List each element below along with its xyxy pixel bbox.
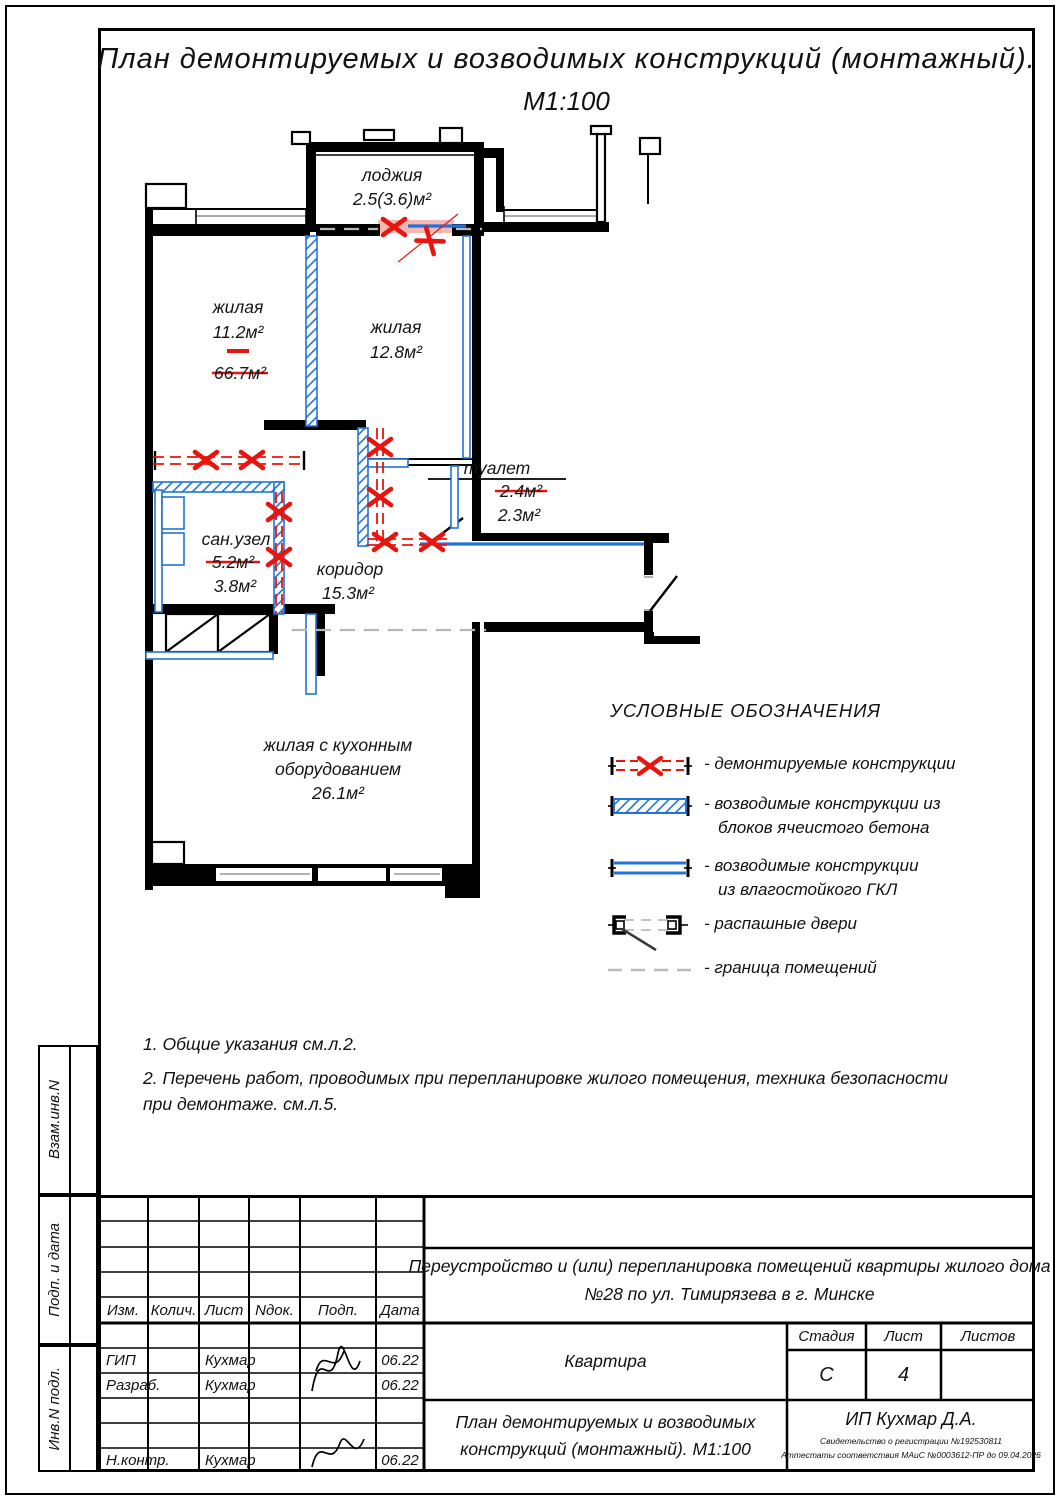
sidebar-box-inv xyxy=(38,1345,98,1472)
living1-old-area: 66.7м² xyxy=(214,363,266,383)
row2-name: Кухмар xyxy=(205,1377,256,1394)
sidebar-box-vzam xyxy=(38,1045,98,1195)
col-podp: Подп. xyxy=(318,1301,358,1319)
signature-row3 xyxy=(312,1439,364,1467)
kitchen-label-line2: оборудованием xyxy=(275,759,401,779)
row3-date: 06.22 xyxy=(381,1451,419,1469)
note-line1: 1. Общие указания см.л.2. xyxy=(143,1033,358,1054)
gkl-symbol-icon xyxy=(606,854,694,882)
col-ndok: Nдок. xyxy=(255,1301,294,1319)
legend-item-boundary xyxy=(606,956,877,984)
corridor-area: 15.3м² xyxy=(322,583,374,603)
note-line2: 2. Перечень работ, проводимых при перепланировке жилого помещения, техника безопасности xyxy=(143,1067,948,1088)
legend-title: УСЛОВНЫЕ ОБОЗНАЧЕНИЯ xyxy=(610,700,882,721)
company-name: ИП Кухмар Д.А. xyxy=(845,1408,977,1429)
row3-role: Н.контр. xyxy=(106,1451,170,1469)
stage-value: С xyxy=(819,1363,834,1386)
sheet-title-line1: План демонтируемых и возводимых конструкций (монтажный). xyxy=(97,42,1036,75)
sidebar-vzam-label-cell: Взам.инв.N xyxy=(40,1047,71,1193)
bath-area: 3.8м² xyxy=(213,576,257,596)
swing-door-symbol-icon xyxy=(606,912,694,952)
aerated-block-symbol-icon xyxy=(606,792,694,820)
row3-name: Кухмар xyxy=(205,1451,256,1469)
kitchen-label-line1: жилая с кухонным xyxy=(263,735,413,755)
doc-title-line1: План демонтируемых и возводимых xyxy=(455,1411,756,1432)
row1-name: Кухмар xyxy=(205,1352,256,1369)
living1-label: жилая xyxy=(212,297,264,317)
sheet-label: Лист xyxy=(884,1328,923,1345)
bath-old-area: 5.2м² xyxy=(211,552,255,572)
toilet-label: туалет xyxy=(463,458,531,478)
bath-label: сан.узел xyxy=(201,529,271,549)
project-line1: Переустройство и (или) перепланировка помещений квартиры жилого дома xyxy=(408,1255,1051,1276)
sidebar-inv-label-cell: Инв.N подл. xyxy=(40,1347,71,1470)
boundary-symbol-icon xyxy=(606,956,694,984)
col-kolich: Колич. xyxy=(150,1301,197,1319)
bottom-windows xyxy=(216,868,442,881)
row1-date: 06.22 xyxy=(381,1352,419,1369)
sheet-value: 4 xyxy=(897,1363,910,1386)
loggia-area: 2.5(3.6)м² xyxy=(352,189,432,209)
stage-label: Стадия xyxy=(798,1328,855,1345)
sheets-value xyxy=(941,1350,1035,1400)
sidebar-box-podp xyxy=(38,1195,98,1345)
toilet-old-area: 2.4м² xyxy=(499,481,543,501)
loggia-label: лоджия xyxy=(361,165,423,185)
legend-item-doors-text: - распашные двери xyxy=(704,914,858,933)
living2-area: 12.8м² xyxy=(370,342,422,362)
legend xyxy=(606,698,1036,998)
note-line3: при демонтаже. см.л.5. xyxy=(143,1093,339,1114)
toilet-area: 2.3м² xyxy=(497,505,541,525)
signature-row1 xyxy=(312,1347,360,1391)
legend-item-gkl-text: - возводимые конструкции из влагостойкого ГКЛ xyxy=(704,856,919,899)
legend-item-demolished-text: - демонтируемые конструкции xyxy=(704,754,956,773)
legend-item-demolished xyxy=(606,752,955,780)
doc-title-line2: конструкций (монтажный). М1:100 xyxy=(460,1438,751,1459)
col-data: Дата xyxy=(380,1301,420,1319)
row2-date: 06.22 xyxy=(381,1377,419,1394)
legend-item-gkl xyxy=(606,854,919,902)
sidebar-podp-label-cell: Подп. и дата xyxy=(40,1197,71,1343)
living2-label: жилая xyxy=(370,317,422,337)
kitchen-area: 26.1м² xyxy=(312,783,364,803)
col-list: Лист xyxy=(204,1301,244,1319)
legend-item-boundary-text: - граница помещений xyxy=(704,958,877,977)
row2-role: Разраб. xyxy=(106,1377,161,1394)
living1-area: 11.2м² xyxy=(212,322,264,342)
col-izm: Изм. xyxy=(107,1301,139,1319)
corridor-label: коридор xyxy=(316,559,384,579)
company-cert1: Свидетельство о регистрации №192530811 xyxy=(819,1435,1003,1446)
sheet-title-line2: М1:100 xyxy=(523,85,610,116)
row1-role: ГИП xyxy=(106,1352,136,1369)
object-name: Квартира xyxy=(564,1351,647,1371)
demolished-symbol-icon xyxy=(606,752,694,780)
sheets-label: Листов xyxy=(960,1328,1016,1345)
company-cert2: Аттестаты соответствия МАиС №0003612-ПР до 09.04.2026 xyxy=(781,1449,1041,1460)
legend-item-block xyxy=(606,792,941,840)
legend-item-block-text: - возводимые конструкции из блоков ячеистого бетона xyxy=(704,794,941,837)
legend-item-doors xyxy=(606,912,857,952)
project-line2: №28 по ул. Тимирязева в г. Минске xyxy=(584,1283,875,1304)
